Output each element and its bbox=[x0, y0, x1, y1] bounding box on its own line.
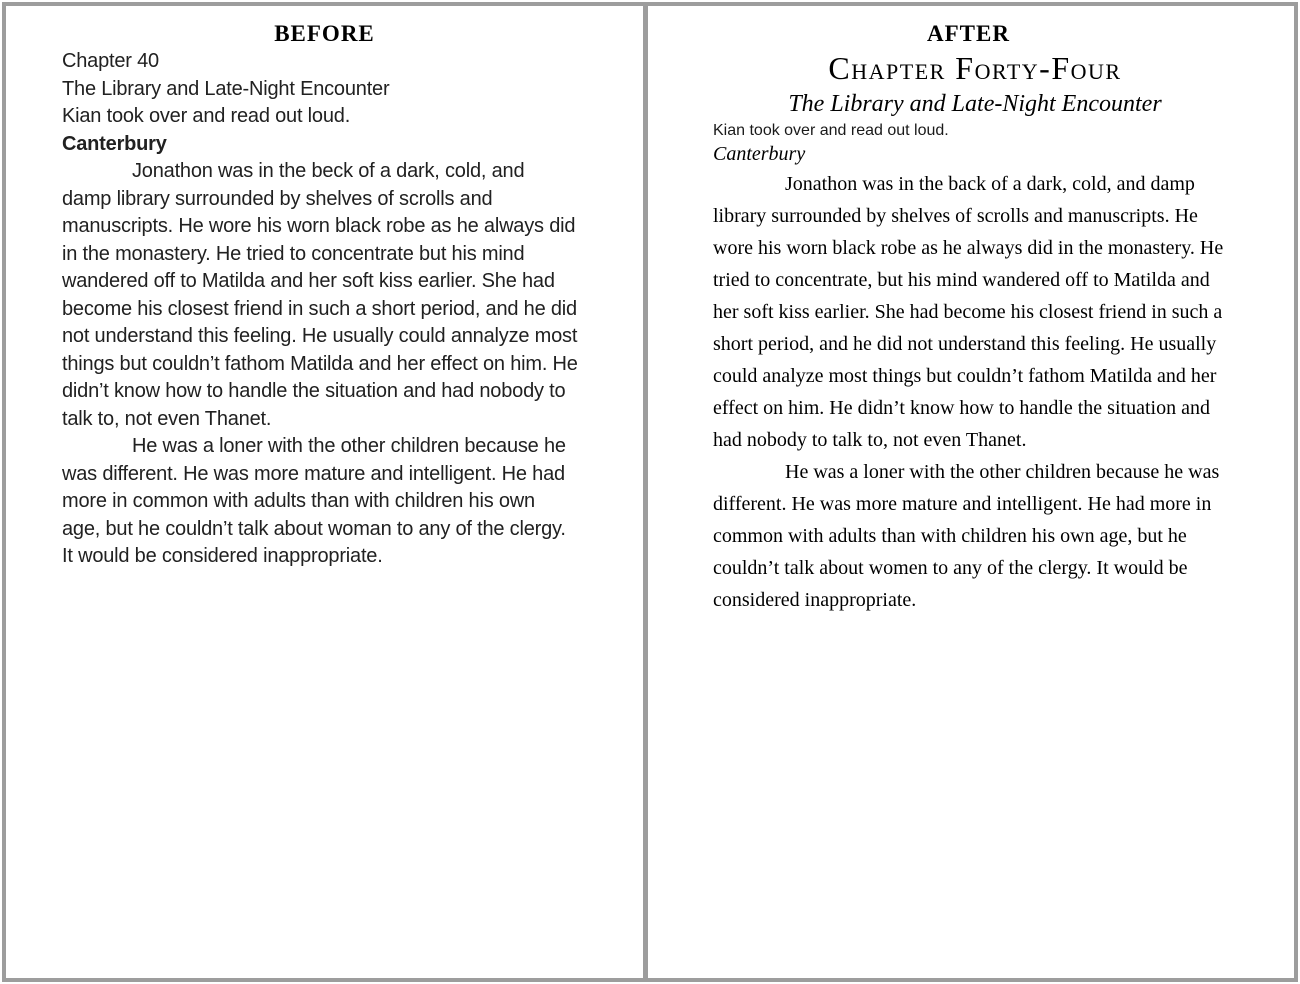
before-title-line: The Library and Late-Night Encounter bbox=[62, 77, 390, 100]
before-paragraph-1: Jonathon was in the beck of a dark, cold, and damp library surrounded by shelves of scrolls and manuscripts. He wore his worn black robe as he always did in the monastery. He tried to concentrate but his mind wandered off to Matilda and her soft kiss earlier. She had become his closest friend in such a short period, and he did not understand this feeling. He usually could annalyze most things but couldn’t fathom Matilda and her effect on him. He didn’t know how to handle the situation and had nobody to talk to, not even Thanet. bbox=[62, 160, 578, 430]
after-location-heading: Canterbury bbox=[713, 143, 806, 165]
before-intro-line: Kian took over and read out loud. bbox=[62, 105, 351, 127]
comparison-window bbox=[2, 2, 1298, 982]
before-chapter-line: Chapter 40 bbox=[62, 50, 159, 72]
after-chapter-subtitle: The Library and Late-Night Encounter bbox=[788, 91, 1162, 117]
after-document-body bbox=[713, 48, 1237, 616]
after-intro-line: Kian took over and read out loud. bbox=[713, 122, 949, 139]
panel-after bbox=[648, 6, 1289, 978]
before-header: BEFORE bbox=[274, 21, 375, 46]
after-header: AFTER bbox=[927, 21, 1010, 46]
after-chapter-heading: Chapter Forty-Four bbox=[828, 50, 1122, 86]
after-paragraph-1: Jonathon was in the back of a dark, cold, and damp library surrounded by shelves of scrolls and manuscripts. He wore his worn black robe as he always did in the monastery. He tried to concentrate, but his mind wandered off to Matilda and her soft kiss earlier. She had become his closest friend in such a short period, and he did not understand this feeling. He usually could analyze most things but couldn’t fathom Matilda and her effect on him. He didn’t know how to handle the situation and had nobody to talk to, not even Thanet. bbox=[713, 173, 1224, 451]
after-paragraph-2: He was a loner with the other children because he was different. He was more mature and intelligent. He had more in common with adults than with children his own age, but he couldn’t talk about women to any of the clergy. It would be considered inappropriate. bbox=[713, 461, 1220, 611]
panel-before bbox=[6, 6, 648, 978]
before-document-body bbox=[62, 48, 578, 571]
before-location-heading: Canterbury bbox=[62, 132, 167, 155]
before-paragraph-2: He was a loner with the other children because he was different. He was more mature and intelligent. He had more in common with adults than with children his own age, but he couldn’t talk about woman to any of the clergy. It would be considered inappropriate. bbox=[62, 435, 566, 567]
